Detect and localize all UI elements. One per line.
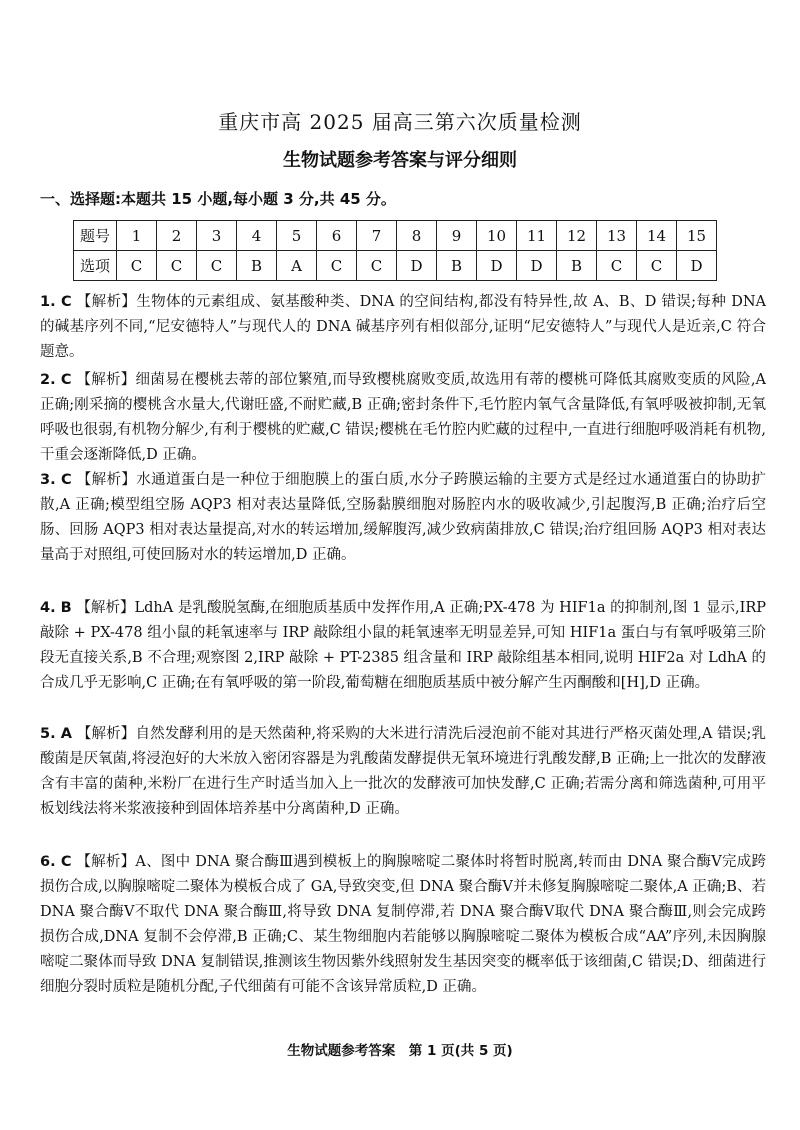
question-number-cell: 11 (517, 221, 557, 251)
page-subtitle: 生物试题参考答案与评分细则 (283, 150, 517, 171)
page-title: 重庆市高 2025 届高三第六次质量检测 (218, 110, 582, 134)
answer-cell: C (637, 251, 677, 281)
question-answer-label: 2. C (40, 372, 72, 388)
section-heading: 一、选择题:本题共 15 小题,每小题 3 分,共 45 分。 (40, 190, 396, 208)
explanation-text: 【解析】细菌易在樱桃去蒂的部位繁殖,而导致樱桃腐败变质,故选用有蒂的樱桃可降低其腐败变质的风险,A 正确;刚采摘的樱桃含水量大,代谢旺盛,不耐贮藏,B 正确;密封条件下,毛竹腔内氧气含量降低,有氧呼吸被抑制,无氧呼吸也很弱,有机物分解少,有利于樱桃的贮藏,C 错误;樱桃在毛竹腔内贮藏的过程中,一直进行细胞呼吸消耗有机物,干重会逐渐降低,D 正确。 (40, 372, 767, 463)
question-number-cell: 8 (397, 221, 437, 251)
question-answer-label: 6. C (40, 854, 72, 870)
question-explanation-1 (40, 290, 766, 365)
page-footer: 生物试题参考答案 第 1 页(共 5 页) (287, 1043, 513, 1059)
question-number-cell: 9 (437, 221, 477, 251)
explanation-text: 【解析】水通道蛋白是一种位于细胞膜上的蛋白质,水分子跨膜运输的主要方式是经过水通道蛋白的协助扩散,A 正确;模型组空肠 AQP3 相对表达量降低,空肠黏膜细胞对肠腔内水的吸收减少,引起腹泻,B 正确;治疗后空肠、回肠 AQP3 相对表达量提高,对水的转运增加,缓解腹泻,减少致病菌排放,C 错误;治疗组回肠 AQP3 相对表达量高于对照组,可使回肠对水的转运增加,D 正确。 (40, 472, 767, 563)
question-number-cell: 2 (157, 221, 197, 251)
question-number-cell: 15 (677, 221, 717, 251)
row-label-numbers: 题号 (74, 221, 117, 251)
answer-cell: C (357, 251, 397, 281)
question-number-cell: 3 (197, 221, 237, 251)
answer-table (73, 220, 717, 281)
explanation-text: 【解析】A、图中 DNA 聚合酶Ⅲ遇到模板上的胸腺嘧啶二聚体时将暂时脱离,转而由 DNA 聚合酶Ⅴ完成跨损伤合成,以胸腺嘧啶二聚体为模板合成了 GA,导致突变,但 DNA 聚合酶Ⅴ并未修复胸腺嘧啶二聚体,A 正确;B、若 DNA 聚合酶Ⅴ不取代 DNA 聚合酶Ⅲ,将导致 DNA 复制停滞,若 DNA 聚合酶Ⅴ取代 DNA 聚合酶Ⅲ,则会完成跨损伤合成,DNA 复制不会停滞,B 正确;C、某生物细胞内若能够以胸腺嘧啶二聚体为模板合成“AA”序列,未因胸腺嘧啶二聚体而导致 DNA 复制错误,推测该生物因紫外线照射发生基因突变的概率低于该细菌,C 错误;D、细菌进行细胞分裂时质粒是随机分配,子代细菌有可能不含该异常质粒,D 正确。 (40, 854, 766, 995)
question-answer-label: 1. C (40, 294, 72, 310)
answer-cell: D (477, 251, 517, 281)
question-answer-label: 4. B (40, 600, 72, 616)
row-label-options: 选项 (74, 251, 117, 281)
answer-cell: B (437, 251, 477, 281)
question-number-cell: 10 (477, 221, 517, 251)
explanation-text: 【解析】生物体的元素组成、氨基酸种类、DNA 的空间结构,都没有特异性,故 A、B、D 错误;每种 DNA 的碱基序列不同,“尼安德特人”与现代人的 DNA 碱基序列有相似部分,证明“尼安德特人”与现代人是近亲,C 符合题意。 (40, 294, 766, 360)
question-explanation-2 (40, 368, 766, 468)
question-number-cell: 6 (317, 221, 357, 251)
answer-cell: C (317, 251, 357, 281)
answer-table-row-numbers (74, 221, 717, 251)
question-answer-label: 5. A (40, 726, 73, 742)
explanation-text: 【解析】自然发酵利用的是天然菌种,将采购的大米进行清洗后浸泡前不能对其进行严格灭菌处理,A 错误;乳酸菌是厌氧菌,将浸泡好的大米放入密闭容器是为乳酸菌发酵提供无氧环境进行乳酸发酵,B 正确;上一批次的发酵液含有丰富的菌种,米粉厂在进行生产时适当加入上一批次的发酵液可加快发酵,C 正确;若需分离和筛选菌种,可用平板划线法将米浆液接种到固体培养基中分离菌种,D 正确。 (40, 726, 767, 817)
answer-cell: D (677, 251, 717, 281)
question-explanation-5 (40, 722, 766, 822)
explanation-text: 【解析】LdhA 是乳酸脱氢酶,在细胞质基质中发挥作用,A 正确;PX-478 为 HIF1a 的抑制剂,图 1 显示,IRP 敲除 + PX-478 组小鼠的耗氧速率与 IRP 敲除组小鼠的耗氧速率无明显差异,可知 HIF1a 蛋白与有氧呼吸第三阶段无直接关系,B 不合理;观察图 2,IRP 敲除 + PT-2385 组含量和 IRP 敲除组基本相同,说明 HIF2a 对 LdhA 的合成几乎无影响,C 正确;在有氧呼吸的第一阶段,葡萄糖在细胞质基质中被分解产生丙酮酸和[H],D 正确。 (40, 600, 767, 691)
question-number-cell: 7 (357, 221, 397, 251)
answer-cell: A (277, 251, 317, 281)
question-explanation-6 (40, 850, 766, 1000)
question-number-cell: 14 (637, 221, 677, 251)
answer-cell: D (397, 251, 437, 281)
question-explanation-3 (40, 468, 766, 568)
answer-cell: C (157, 251, 197, 281)
answer-cell: B (237, 251, 277, 281)
answer-cell: C (117, 251, 157, 281)
question-number-cell: 5 (277, 221, 317, 251)
answer-table-row-options (74, 251, 717, 281)
answer-cell: B (557, 251, 597, 281)
question-number-cell: 12 (557, 221, 597, 251)
answer-cell: C (597, 251, 637, 281)
question-number-cell: 1 (117, 221, 157, 251)
answer-cell: D (517, 251, 557, 281)
question-number-cell: 4 (237, 221, 277, 251)
answer-cell: C (197, 251, 237, 281)
question-number-cell: 13 (597, 221, 637, 251)
question-explanation-4 (40, 596, 766, 696)
question-answer-label: 3. C (40, 472, 72, 488)
